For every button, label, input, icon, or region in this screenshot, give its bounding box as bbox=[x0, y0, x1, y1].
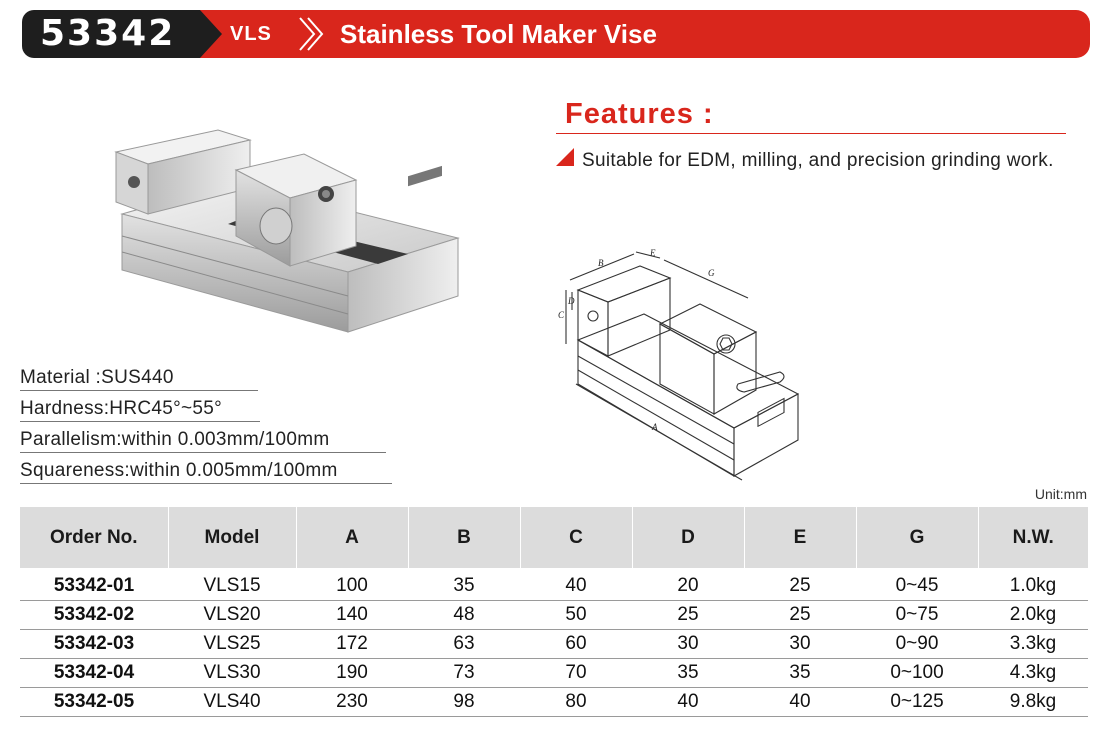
col-header-c: C bbox=[520, 507, 632, 568]
cell-d: 20 bbox=[632, 568, 744, 601]
title-banner bbox=[22, 10, 1090, 58]
cell-e: 25 bbox=[744, 568, 856, 601]
spec-material: Material :SUS440 bbox=[20, 367, 174, 388]
triangle-bullet-icon bbox=[556, 148, 574, 166]
cell-g: 0~75 bbox=[856, 601, 978, 630]
cell-b: 73 bbox=[408, 659, 520, 688]
cell-d: 40 bbox=[632, 688, 744, 717]
cell-nw: 1.0kg bbox=[978, 568, 1088, 601]
cell-c: 70 bbox=[520, 659, 632, 688]
vise-product-image bbox=[108, 118, 468, 354]
cell-order-no: 53342-02 bbox=[20, 601, 168, 630]
cell-e: 30 bbox=[744, 630, 856, 659]
svg-text:G: G bbox=[708, 268, 715, 278]
cell-model: VLS25 bbox=[168, 630, 296, 659]
product-code: 53342 bbox=[40, 13, 176, 54]
dimension-diagram bbox=[548, 244, 808, 484]
spec-parallelism: Parallelism:within 0.003mm/100mm bbox=[20, 429, 330, 450]
cell-order-no: 53342-05 bbox=[20, 688, 168, 717]
col-header-d: D bbox=[632, 507, 744, 568]
cell-a: 172 bbox=[296, 630, 408, 659]
spec-underline bbox=[20, 452, 386, 453]
table-row bbox=[20, 630, 1088, 659]
table-row bbox=[20, 659, 1088, 688]
cell-nw: 3.3kg bbox=[978, 630, 1088, 659]
cell-nw: 2.0kg bbox=[978, 601, 1088, 630]
cell-order-no: 53342-03 bbox=[20, 630, 168, 659]
cell-c: 80 bbox=[520, 688, 632, 717]
svg-text:D: D bbox=[568, 296, 575, 306]
cell-model: VLS20 bbox=[168, 601, 296, 630]
table-row bbox=[20, 568, 1088, 601]
cell-model: VLS30 bbox=[168, 659, 296, 688]
col-header-g: G bbox=[856, 507, 978, 568]
spec-squareness: Squareness:within 0.005mm/100mm bbox=[20, 460, 338, 481]
table-row bbox=[20, 688, 1088, 717]
cell-model: VLS40 bbox=[168, 688, 296, 717]
cell-a: 190 bbox=[296, 659, 408, 688]
cell-nw: 9.8kg bbox=[978, 688, 1088, 717]
cell-a: 140 bbox=[296, 601, 408, 630]
cell-model: VLS15 bbox=[168, 568, 296, 601]
svg-text:E: E bbox=[650, 248, 656, 258]
spec-underline bbox=[20, 483, 392, 484]
cell-c: 50 bbox=[520, 601, 632, 630]
spec-underline bbox=[20, 421, 260, 422]
cell-c: 60 bbox=[520, 630, 632, 659]
svg-text:C: C bbox=[558, 310, 565, 320]
cell-d: 35 bbox=[632, 659, 744, 688]
spec-underline bbox=[20, 390, 258, 391]
series-label: VLS bbox=[230, 23, 272, 45]
spec-hardness: Hardness:HRC45°~55° bbox=[20, 398, 223, 419]
cell-order-no: 53342-04 bbox=[20, 659, 168, 688]
col-header-nw: N.W. bbox=[978, 507, 1088, 568]
cell-b: 48 bbox=[408, 601, 520, 630]
features-heading: Features : bbox=[565, 98, 714, 130]
cell-c: 40 bbox=[520, 568, 632, 601]
col-header-e: E bbox=[744, 507, 856, 568]
cell-a: 100 bbox=[296, 568, 408, 601]
cell-e: 35 bbox=[744, 659, 856, 688]
col-header-model: Model bbox=[168, 507, 296, 568]
svg-text:A: A bbox=[652, 422, 658, 432]
col-header-b: B bbox=[408, 507, 520, 568]
table-row bbox=[20, 601, 1088, 630]
cell-b: 98 bbox=[408, 688, 520, 717]
cell-b: 35 bbox=[408, 568, 520, 601]
cell-nw: 4.3kg bbox=[978, 659, 1088, 688]
cell-d: 30 bbox=[632, 630, 744, 659]
cell-g: 0~90 bbox=[856, 630, 978, 659]
cell-b: 63 bbox=[408, 630, 520, 659]
cell-d: 25 bbox=[632, 601, 744, 630]
page-title: Stainless Tool Maker Vise bbox=[340, 19, 657, 49]
svg-text:B: B bbox=[598, 258, 604, 268]
cell-g: 0~125 bbox=[856, 688, 978, 717]
chevron-right-icon bbox=[294, 14, 334, 54]
features-divider bbox=[556, 133, 1066, 134]
cell-a: 230 bbox=[296, 688, 408, 717]
col-header-a: A bbox=[296, 507, 408, 568]
cell-e: 25 bbox=[744, 601, 856, 630]
spec-table bbox=[20, 507, 1088, 717]
cell-e: 40 bbox=[744, 688, 856, 717]
feature-item: Suitable for EDM, milling, and precision grinding work. bbox=[582, 150, 1054, 171]
table-header-row bbox=[20, 507, 1088, 568]
cell-order-no: 53342-01 bbox=[20, 568, 168, 601]
cell-g: 0~45 bbox=[856, 568, 978, 601]
col-header-order-no: Order No. bbox=[20, 507, 168, 568]
cell-g: 0~100 bbox=[856, 659, 978, 688]
unit-label: Unit:mm bbox=[1034, 486, 1087, 502]
